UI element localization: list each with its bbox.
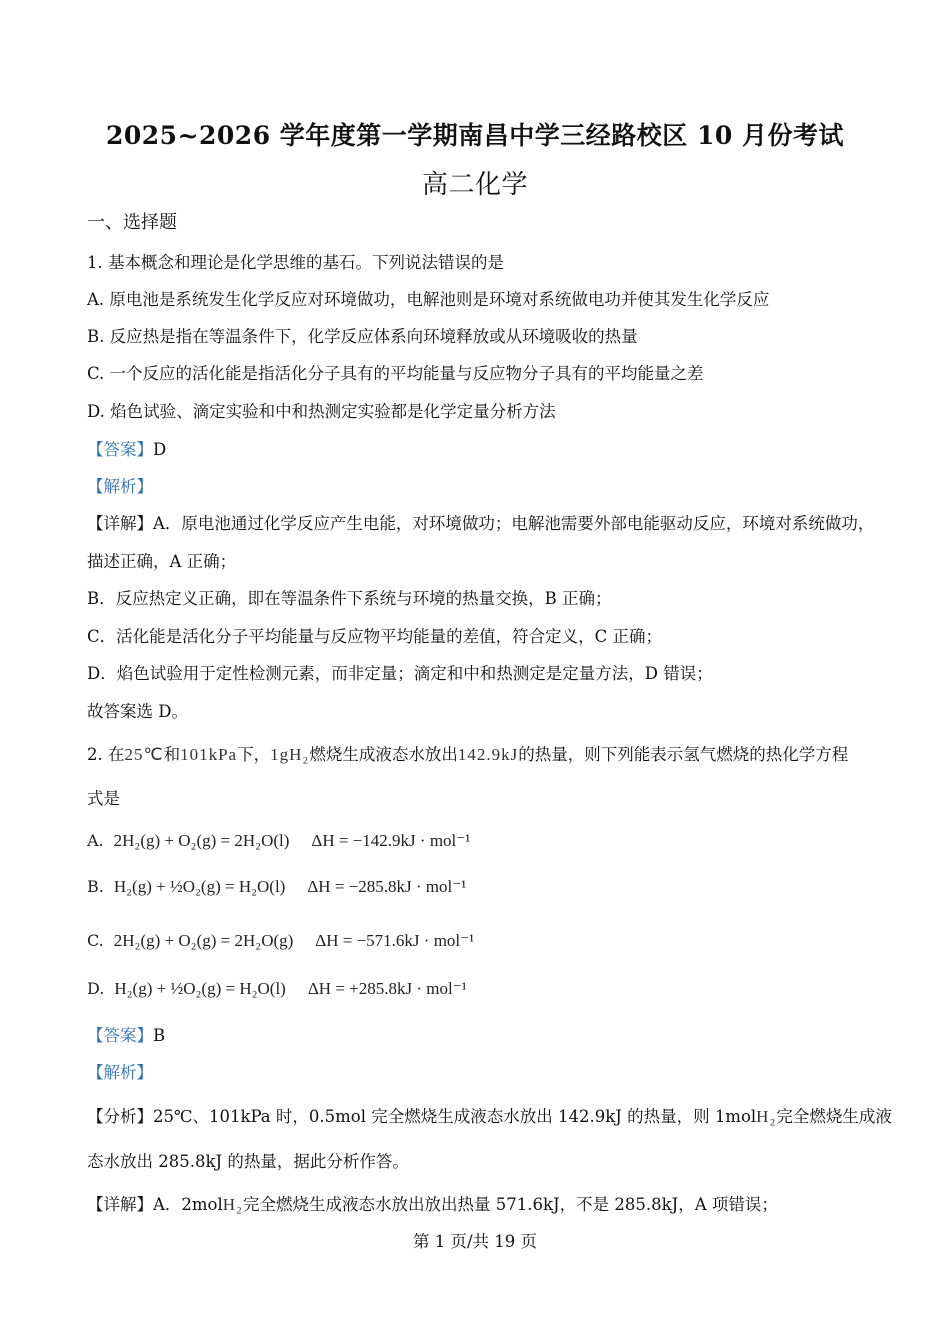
- q1-detail-line4: C．活化能是活化分子平均能量与反应物平均能量的差值，符合定义，C 正确；: [87, 627, 662, 646]
- q1-detail-line1: [87, 513, 880, 535]
- q2-fenxi-line2: 态水放出 285.8kJ 的热量，据此分析作答。: [87, 1152, 409, 1171]
- q1-detail-line5: D．焰色试验用于定性检测元素，而非定量；滴定和中和热测定是定量方法，D 错误；: [87, 664, 713, 683]
- temperature-value: 25℃: [124, 745, 164, 764]
- h2-formula: H₂: [756, 1107, 777, 1126]
- detail-post: 完全燃烧生成液态水放出放出热量 571.6kJ，不是 285.8kJ，A 项错误；: [243, 1195, 778, 1214]
- option-label: D.: [87, 979, 105, 998]
- equation: H₂(g) + ½O₂(g) = H₂O(l): [114, 979, 286, 998]
- answer-value: D: [153, 440, 167, 459]
- q1-option-d: D. 焰色试验、滴定实验和中和热测定实验都是化学定量分析方法: [87, 402, 556, 421]
- enthalpy: ΔH = −285.8kJ · mol⁻¹: [307, 877, 467, 896]
- answer-value: B: [153, 1026, 166, 1045]
- enthalpy: ΔH = −571.6kJ · mol⁻¹: [315, 931, 475, 950]
- q1-detail-line2: 描述正确，A 正确；: [87, 552, 237, 571]
- q1-conclusion: 故答案选 D。: [87, 702, 188, 721]
- fenxi-tag: 【分析】: [87, 1107, 153, 1126]
- q1-option-c: C. 一个反应的活化能是指活化分子具有的平均能量与反应物分子具有的平均能量之差: [87, 364, 704, 383]
- mass-value: 1gH₂: [270, 745, 310, 764]
- detail-tag: 【详解】: [87, 1195, 153, 1214]
- q2-analysis-tag: 【解析】: [87, 1063, 153, 1082]
- q1-option-b: B. 反应热是指在等温条件下，化学反应体系向环境释放或从环境吸收的热量: [87, 327, 638, 346]
- detail-tag: 【详解】: [87, 514, 153, 533]
- equation: H₂(g) + ½O₂(g) = H₂O(l): [113, 877, 286, 896]
- q2-stem-post: 的热量，则下列能表示氢气燃烧的热化学方程: [518, 745, 849, 764]
- fenxi-text: 25℃、101kPa 时，0.5mol 完全燃烧生成液态水放出 142.9kJ 的热量，则 1mol: [153, 1107, 757, 1126]
- option-label: C.: [87, 931, 104, 950]
- q2-stem-line1: [87, 744, 880, 766]
- section-heading: 一、选择题: [87, 212, 177, 233]
- detail-text: A．原电池通过化学反应产生电能，对环境做功；电解池需要外部电能驱动反应，环境对系统做功，: [153, 514, 875, 533]
- q1-detail-line3: B．反应热定义正确，即在等温条件下系统与环境的热量交换，B 正确；: [87, 589, 612, 608]
- pressure-value: 101kPa: [180, 745, 238, 764]
- detail-pre: A．2mol: [153, 1195, 223, 1214]
- q2-stem-mid2: 燃烧生成液态水放出: [309, 745, 458, 764]
- answer-tag: 【答案】: [87, 440, 153, 459]
- enthalpy: ΔH = +285.8kJ · mol⁻¹: [307, 979, 467, 998]
- document-subtitle: 高二化学: [421, 170, 528, 200]
- option-label: A.: [87, 831, 104, 850]
- q1-analysis-tag: 【解析】: [87, 477, 153, 496]
- equation: 2H₂(g) + O₂(g) = 2H₂O(g): [113, 931, 294, 950]
- q2-stem-pre: 2. 在: [87, 745, 125, 764]
- q2-option-a: [87, 830, 880, 852]
- q2-stem-and: 和: [163, 745, 181, 764]
- q2-option-c: [87, 930, 880, 952]
- q2-fenxi-line1: [87, 1106, 892, 1128]
- q1-option-a: A. 原电池是系统发生化学反应对环境做功，电解池则是环境对系统做电功并使其发生化学反应: [87, 290, 770, 309]
- document-title: 2025~2026 学年度第一学期南昌中学三经路校区 10 月份考试: [105, 121, 844, 150]
- q2-stem-line2: 式是: [87, 789, 120, 808]
- page-footer: 第 1 页/共 19 页: [412, 1232, 538, 1251]
- q1-answer: [87, 439, 880, 461]
- option-label: B.: [87, 877, 104, 896]
- q2-option-b: [87, 876, 880, 898]
- q1-stem: 1. 基本概念和理论是化学思维的基石。下列说法错误的是: [87, 253, 504, 272]
- fenxi-text-post: 完全燃烧生成液: [776, 1107, 892, 1126]
- enthalpy: ΔH = −142.9kJ · mol⁻¹: [311, 831, 471, 850]
- q2-answer: [87, 1025, 880, 1047]
- h2-formula: H₂: [222, 1195, 243, 1214]
- answer-tag: 【答案】: [87, 1026, 153, 1045]
- heat-value: 142.9kJ: [457, 745, 519, 764]
- q2-option-d: [87, 978, 880, 1000]
- q2-detail-line1: [87, 1194, 880, 1216]
- q2-stem-mid: 下，: [237, 745, 271, 764]
- equation: 2H₂(g) + O₂(g) = 2H₂O(l): [113, 831, 290, 850]
